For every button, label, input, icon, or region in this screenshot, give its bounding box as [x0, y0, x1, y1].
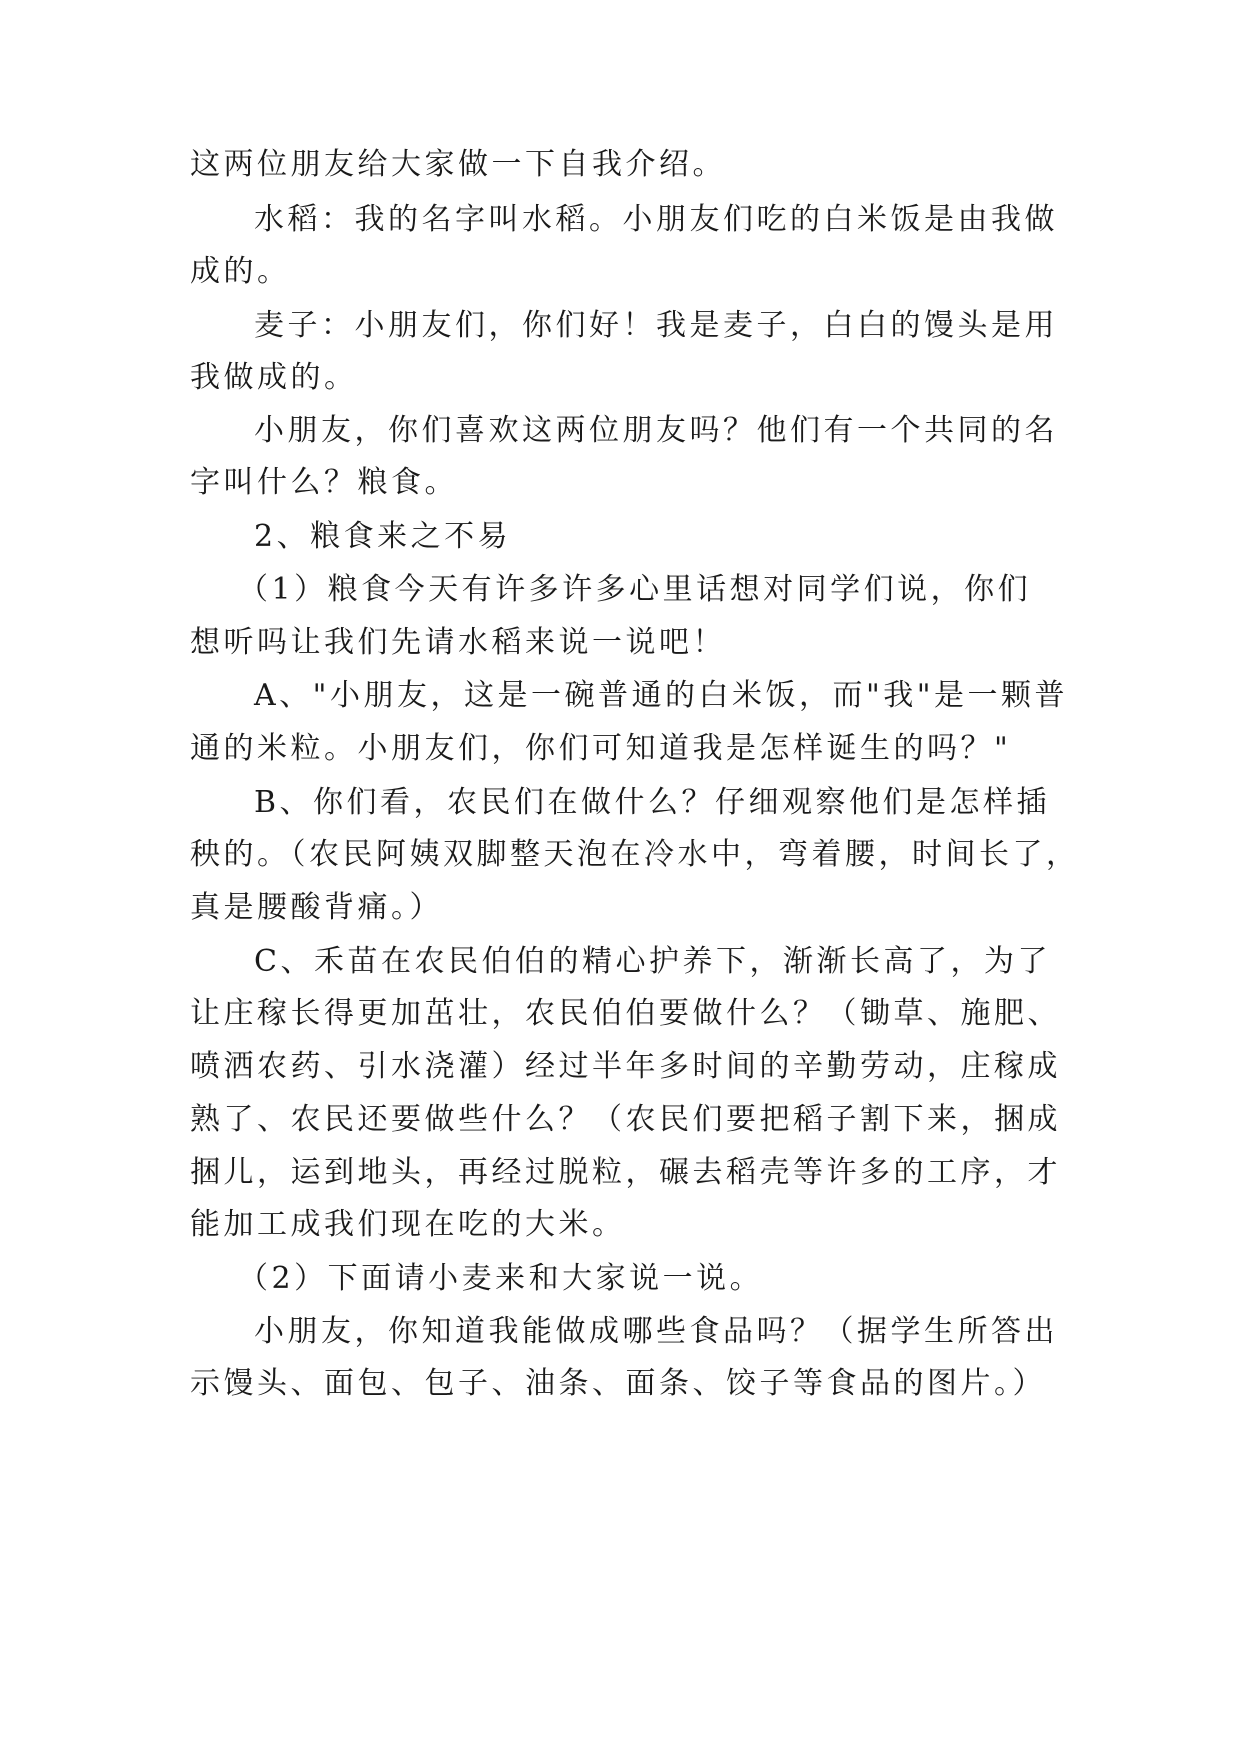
text-line: 2、粮食来之不易: [254, 519, 512, 554]
text-line: 秧的。（农民阿姨双脚整天泡在冷水中，弯着腰，时间长了，: [190, 837, 1080, 872]
text-line: 想听吗让我们先请水稻来说一说吧！: [190, 625, 726, 660]
text-line: 水稻：我的名字叫水稻。小朋友们吃的白米饭是由我做: [254, 202, 1058, 237]
text-line: 示馒头、面包、包子、油条、面条、饺子等食品的图片。）: [190, 1366, 1046, 1401]
text-line: B、你们看，农民们在做什么？仔细观察他们是怎样插: [254, 785, 1051, 820]
text-line: 让庄稼长得更加茁壮，农民伯伯要做什么？（锄草、施肥、: [190, 996, 1061, 1031]
text-line: 捆儿，运到地头，再经过脱粒，碾去稻壳等许多的工序，才: [190, 1155, 1061, 1190]
text-line: （2）下面请小麦来和大家说一说。: [238, 1261, 764, 1296]
text-line: （1）粮食今天有许多许多心里话想对同学们说，你们: [238, 572, 1032, 607]
text-line: 麦子：小朋友们，你们好！我是麦子，白白的馒头是用: [254, 308, 1058, 343]
text-line: 这两位朋友给大家做一下自我介绍。: [190, 147, 726, 182]
text-line: 通的米粒。小朋友们，你们可知道我是怎样诞生的吗？": [190, 731, 1012, 766]
text-line: 能加工成我们现在吃的大米。: [190, 1207, 626, 1242]
text-line: 熟了、农民还要做些什么？（农民们要把稻子割下来，捆成: [190, 1102, 1061, 1137]
text-line: 我做成的。: [190, 360, 358, 395]
text-line: 小朋友，你们喜欢这两位朋友吗？他们有一个共同的名: [254, 413, 1058, 448]
text-line: A、"小朋友，这是一碗普通的白米饭，而"我"是一颗普: [254, 678, 1069, 713]
text-line: 真是腰酸背痛。）: [190, 890, 443, 925]
text-line: 喷洒农药、引水浇灌）经过半年多时间的辛勤劳动，庄稼成: [190, 1049, 1061, 1084]
text-line: 小朋友，你知道我能做成哪些食品吗？（据学生所答出: [254, 1314, 1058, 1349]
text-line: 成的。: [190, 254, 291, 289]
text-line: 字叫什么？粮食。: [190, 465, 458, 500]
text-line: C、禾苗在农民伯伯的精心护养下，渐渐长高了，为了: [254, 944, 1051, 979]
